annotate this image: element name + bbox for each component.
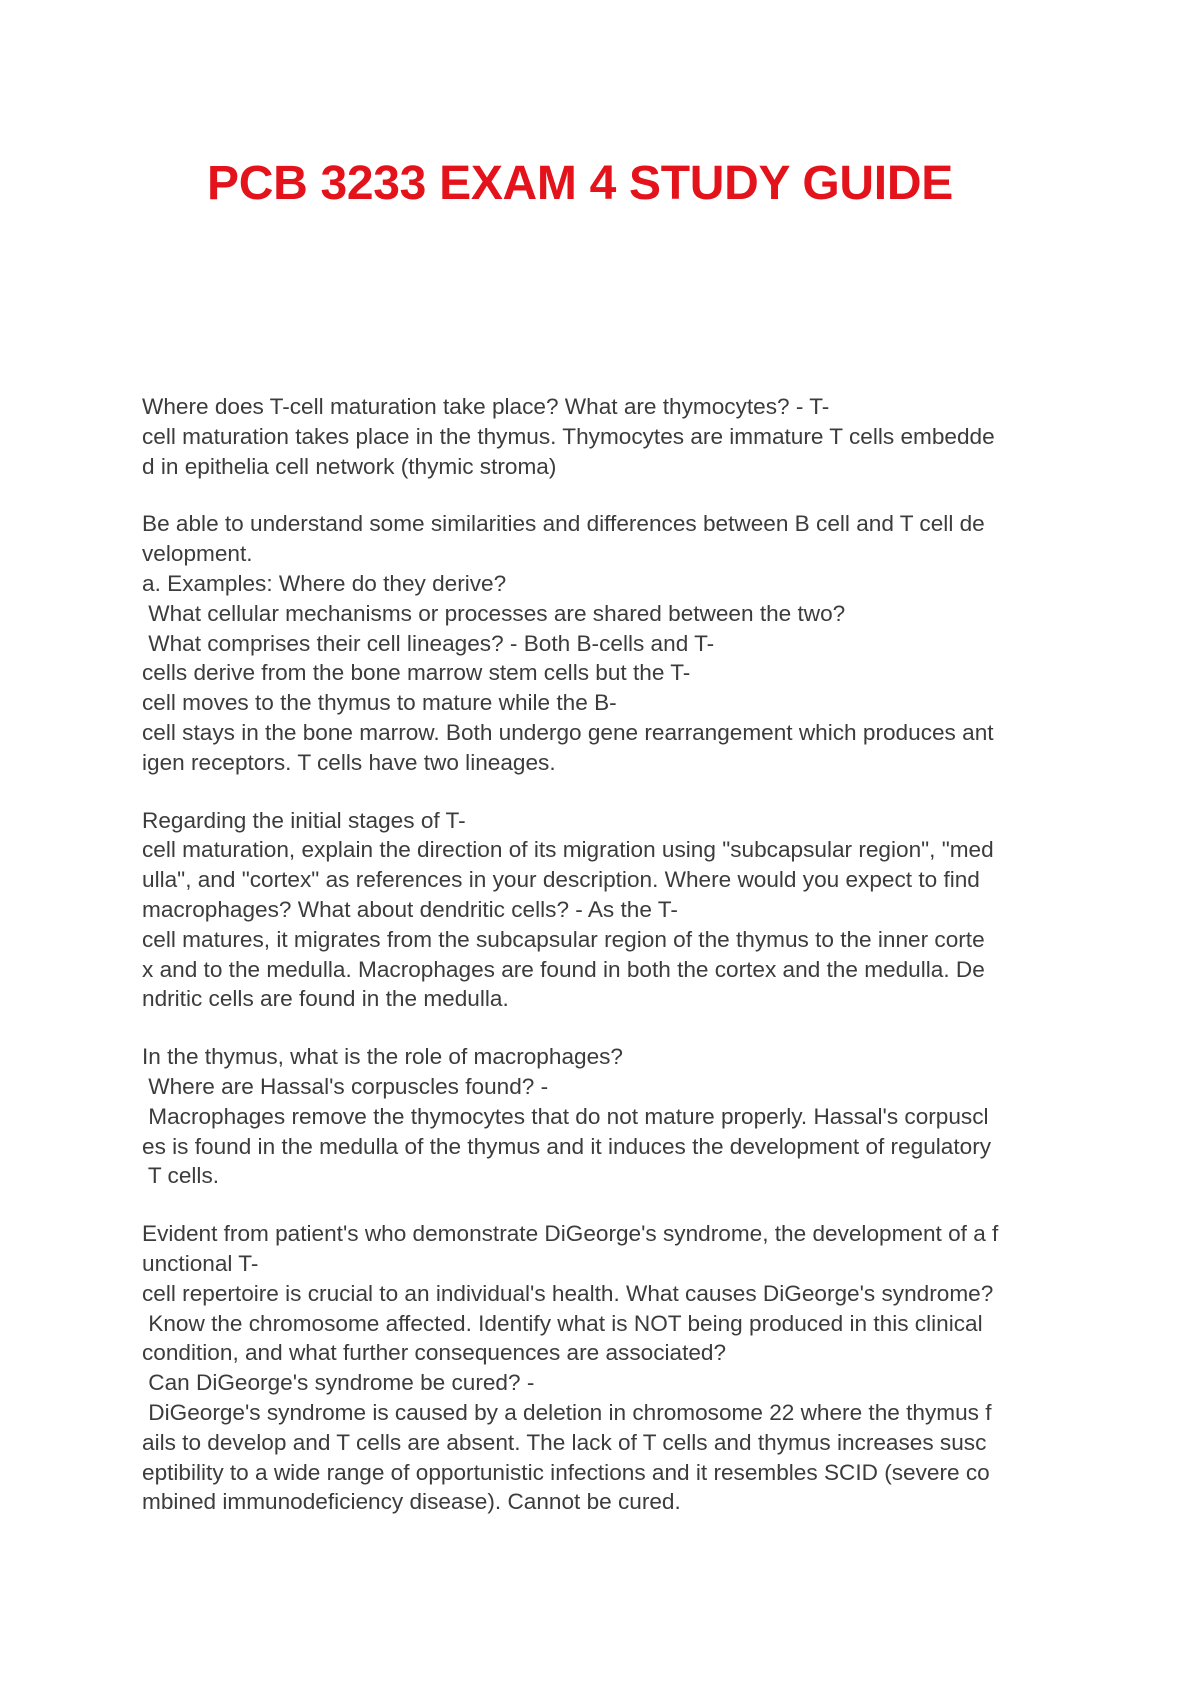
text-line: What cellular mechanisms or processes are shared between the two? [142, 600, 846, 626]
text-line: What comprises their cell lineages? - Both B-cells and T- [142, 630, 715, 656]
text-line: eptibility to a wide range of opportunistic infections and it resembles SCID (severe co [142, 1459, 990, 1485]
text-line: cell moves to the thymus to mature while the B- [142, 690, 617, 716]
text-line: velopment. [142, 541, 253, 567]
text-line: Be able to understand some similarities and differences between B cell and T cell de [142, 511, 985, 537]
text-line: a. Examples: Where do they derive? [142, 570, 507, 596]
text-line: es is found in the medulla of the thymus and it induces the development of regulatory [142, 1133, 992, 1159]
text-line: condition, and what further consequences are associated? [142, 1340, 727, 1366]
text-line: Regarding the initial stages of T- [142, 807, 466, 833]
qa-block-thymus-maturation [142, 392, 1082, 481]
text-line: unctional T- [142, 1250, 259, 1276]
text-line: mbined immunodeficiency disease). Cannot be cured. [142, 1489, 681, 1515]
text-line: igen receptors. T cells have two lineages. [142, 749, 556, 775]
text-line: In the thymus, what is the role of macrophages? [142, 1044, 623, 1070]
text-line: Know the chromosome affected. Identify what is NOT being produced in this clinical [142, 1310, 983, 1336]
text-line: Macrophages remove the thymocytes that do not mature properly. Hassal's corpuscl [142, 1103, 989, 1129]
text-line: x and to the medulla. Macrophages are found in both the cortex and the medulla. De [142, 956, 985, 982]
text-line: cell stays in the bone marrow. Both undergo gene rearrangement which produces ant [142, 719, 994, 745]
qa-block-t-cell-migration [142, 806, 1082, 1015]
document-body [142, 392, 1082, 1545]
text-line: ails to develop and T cells are absent. The lack of T cells and thymus increases susc [142, 1429, 987, 1455]
qa-block-macrophages-hassals [142, 1042, 1082, 1191]
text-line: T cells. [142, 1163, 220, 1189]
text-line: Can DiGeorge's syndrome be cured? - [142, 1370, 535, 1396]
text-line: ndritic cells are found in the medulla. [142, 986, 509, 1012]
document-title: PCB 3233 EXAM 4 STUDY GUIDE [207, 157, 953, 210]
qa-block-b-t-cell-development [142, 509, 1082, 777]
text-line: cells derive from the bone marrow stem cells but the T- [142, 660, 691, 686]
text-line: ulla", and "cortex" as references in your description. Where would you expect to find [142, 867, 980, 893]
text-line: cell matures, it migrates from the subcapsular region of the thymus to the inner corte [142, 926, 985, 952]
text-line: Evident from patient's who demonstrate DiGeorge's syndrome, the development of a f [142, 1221, 999, 1247]
text-line: d in epithelia cell network (thymic stroma) [142, 453, 557, 479]
text-line: macrophages? What about dendritic cells? - As the T- [142, 896, 678, 922]
qa-block-digeorge-syndrome [142, 1219, 1082, 1517]
text-line: cell repertoire is crucial to an individual's health. What causes DiGeorge's syndrome? [142, 1280, 994, 1306]
text-line: cell maturation takes place in the thymus. Thymocytes are immature T cells embedde [142, 423, 995, 449]
text-line: Where does T-cell maturation take place? What are thymocytes? - T- [142, 394, 830, 419]
text-line: Where are Hassal's corpuscles found? - [142, 1073, 549, 1099]
text-line: cell maturation, explain the direction of its migration using "subcapsular region", "med [142, 837, 994, 863]
text-line: DiGeorge's syndrome is caused by a deletion in chromosome 22 where the thymus f [142, 1399, 992, 1425]
